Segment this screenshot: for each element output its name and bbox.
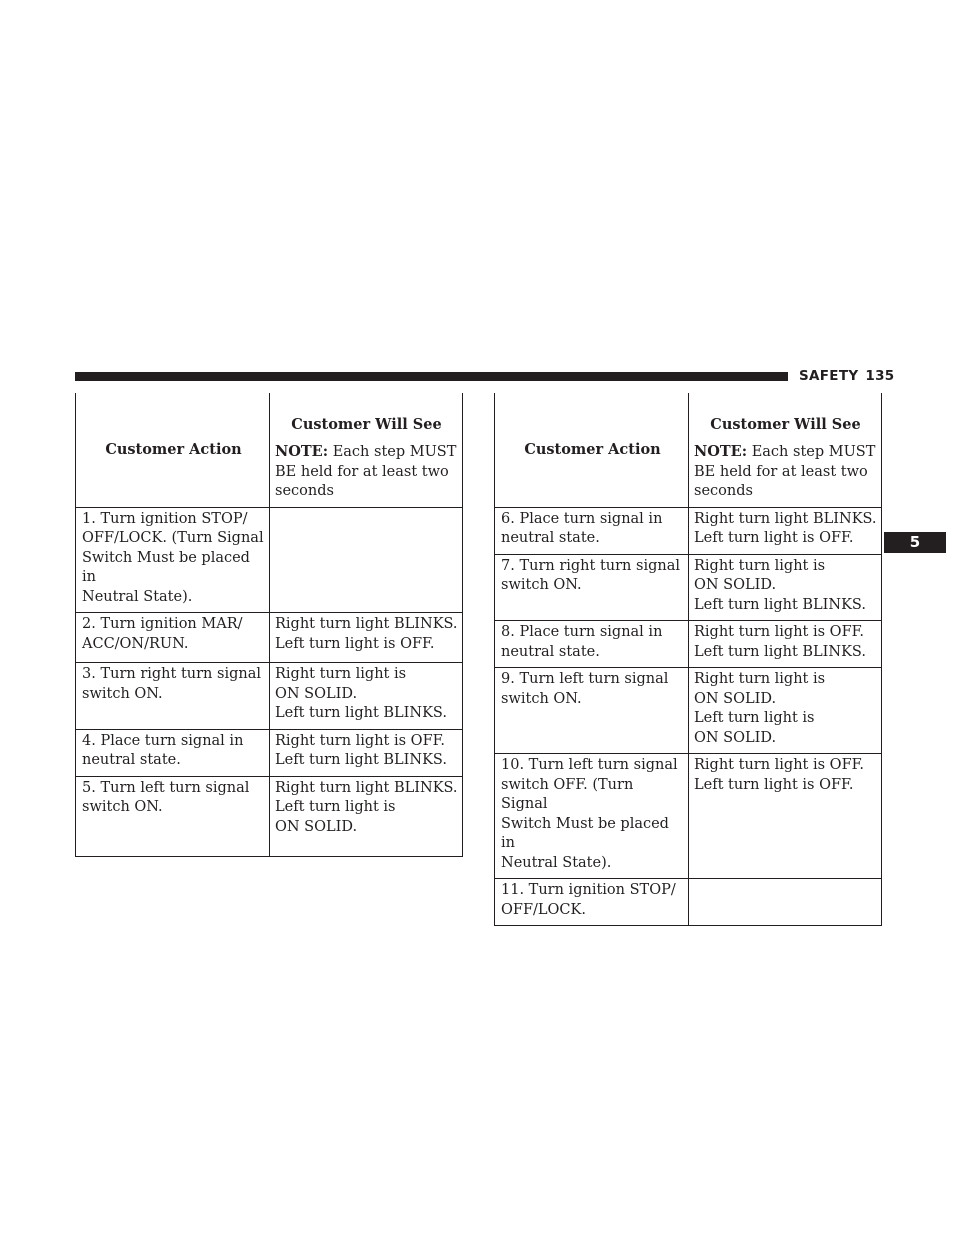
column-header-customer-will-see xyxy=(689,393,882,507)
column-header-customer-action: Customer Action xyxy=(495,393,689,507)
table-header-row xyxy=(495,393,882,507)
action-cell: 7. Turn right turn signal switch ON. xyxy=(495,554,689,621)
result-cell: Right turn light is ON SOLID. Left turn light is ON SOLID. xyxy=(689,668,882,754)
result-cell: Right turn light is OFF. Left turn light BLINKS. xyxy=(270,729,463,776)
chapter-tab: 5 xyxy=(884,532,946,553)
table-row xyxy=(495,754,882,879)
result-cell xyxy=(270,507,463,613)
action-cell: 10. Turn left turn signal switch OFF. (Turn Signal Switch Must be placed in Neutral State). xyxy=(495,754,689,879)
table-row xyxy=(76,663,463,730)
action-cell: 1. Turn ignition STOP/ OFF/LOCK. (Turn Signal Switch Must be placed in Neutral State). xyxy=(76,507,270,613)
result-cell: Right turn light BLINKS. Left turn light is OFF. xyxy=(270,613,463,663)
column-header-customer-action: Customer Action xyxy=(76,393,270,507)
table-row xyxy=(76,613,463,663)
note-label: NOTE: xyxy=(694,443,748,460)
action-cell: 3. Turn right turn signal switch ON. xyxy=(76,663,270,730)
result-cell: Right turn light is ON SOLID. Left turn light BLINKS. xyxy=(270,663,463,730)
turn-signal-steps-table-left xyxy=(75,393,463,857)
turn-signal-steps-table-right xyxy=(494,393,882,926)
running-header xyxy=(799,367,895,385)
action-cell: 5. Turn left turn signal switch ON. xyxy=(76,776,270,856)
table-row xyxy=(495,507,882,554)
table-row xyxy=(76,776,463,856)
table-row xyxy=(76,507,463,613)
action-cell: 2. Turn ignition MAR/ ACC/ON/RUN. xyxy=(76,613,270,663)
table-row xyxy=(495,621,882,668)
result-cell: Right turn light BLINKS. Left turn light is OFF. xyxy=(689,507,882,554)
result-cell: Right turn light is OFF. Left turn light BLINKS. xyxy=(689,621,882,668)
page-number: 135 xyxy=(865,368,895,384)
action-cell: 6. Place turn signal in neutral state. xyxy=(495,507,689,554)
action-cell: 8. Place turn signal in neutral state. xyxy=(495,621,689,668)
table-row xyxy=(76,729,463,776)
action-cell: 9. Turn left turn signal switch ON. xyxy=(495,668,689,754)
result-cell: Right turn light is OFF. Left turn light is OFF. xyxy=(689,754,882,879)
table-header-row xyxy=(76,393,463,507)
note-label: NOTE: xyxy=(275,443,329,460)
header-rule xyxy=(75,372,788,381)
see-title: Customer Will See xyxy=(291,415,442,433)
note-text: Each step MUST BE held for at least two seconds xyxy=(694,444,876,499)
column-header-customer-will-see xyxy=(270,393,463,507)
result-cell: Right turn light BLINKS. Left turn light is ON SOLID. xyxy=(270,776,463,856)
result-cell xyxy=(689,879,882,926)
table-row xyxy=(495,879,882,926)
see-title: Customer Will See xyxy=(710,415,861,433)
section-title: SAFETY xyxy=(799,368,859,384)
note-text: Each step MUST BE held for at least two seconds xyxy=(275,444,457,499)
action-cell: 4. Place turn signal in neutral state. xyxy=(76,729,270,776)
table-row xyxy=(495,668,882,754)
table-row xyxy=(495,554,882,621)
action-cell: 11. Turn ignition STOP/ OFF/LOCK. xyxy=(495,879,689,926)
result-cell: Right turn light is ON SOLID. Left turn light BLINKS. xyxy=(689,554,882,621)
